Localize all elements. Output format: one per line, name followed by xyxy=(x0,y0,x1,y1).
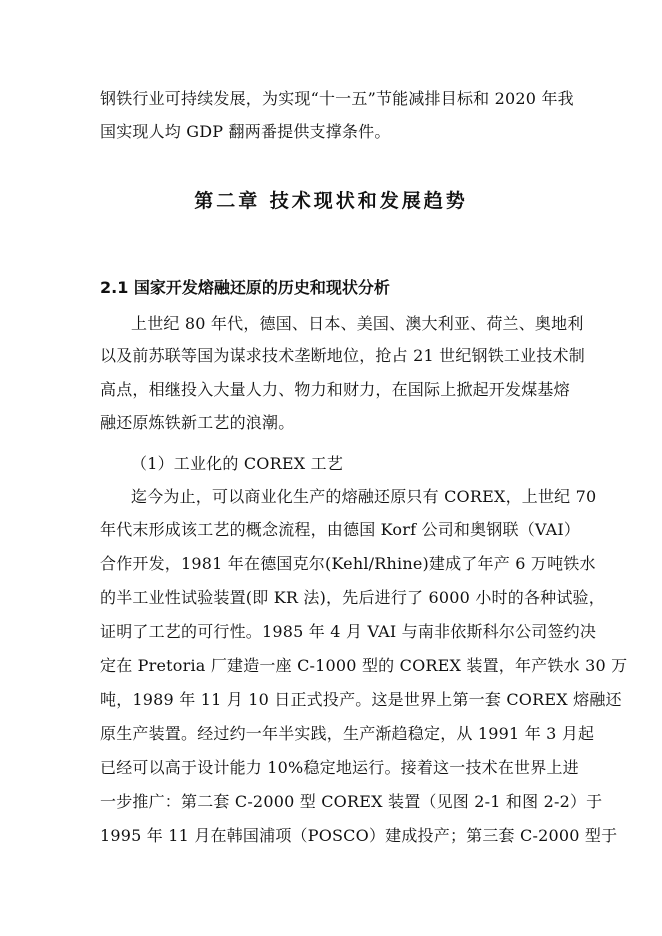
para2-line-1: 迄今为止，可以商业化生产的熔融还原只有 COREX，上世纪 70 xyxy=(131,487,597,506)
subheading: （1）工业化的 COREX 工艺 xyxy=(131,454,344,473)
para2-line-7: 吨，1989 年 11 月 10 日正式投产。这是世界上第一套 COREX 熔融还 xyxy=(100,690,622,709)
intro-line-1: 钢铁行业可持续发展，为实现“十一五”节能减排目标和 2020 年我 xyxy=(100,89,574,108)
para2-line-5: 证明了工艺的可行性。1985 年 4 月 VAI 与南非依斯科尔公司签约决 xyxy=(100,622,597,641)
para1-line-2: 以及前苏联等国为谋求技术垄断地位，抢占 21 世纪钢铁工业技术制 xyxy=(100,346,585,365)
para1-line-4: 融还原炼铁新工艺的浪潮。 xyxy=(100,413,295,432)
para2-line-10: 一步推广：第二套 C-2000 型 COREX 装置（见图 2-1 和图 2-2）于 xyxy=(100,792,603,811)
para1-line-1: 上世纪 80 年代，德国、日本、美国、澳大利亚、荷兰、奥地利 xyxy=(131,314,584,333)
chapter-title: 第二章 技术现状和发展趋势 xyxy=(194,190,468,212)
para2-line-11: 1995 年 11 月在韩国浦项（POSCO）建成投产；第三套 C-2000 型于 xyxy=(100,826,618,845)
para2-line-4: 的半工业性试验装置(即 KR 法)，先后进行了 6000 小时的各种试验， xyxy=(100,588,605,607)
para2-line-2: 年代末形成该工艺的概念流程，由德国 Korf 公司和奥钢联（VAI） xyxy=(100,520,581,539)
para2-line-3: 合作开发，1981 年在德国克尔(Kehl/Rhine)建成了年产 6 万吨铁水 xyxy=(100,554,596,573)
para2-line-9: 已经可以高于设计能力 10%稳定地运行。接着这一技术在世界上进 xyxy=(100,758,579,777)
section-number: 2.1 xyxy=(100,278,129,297)
para2-line-6: 定在 Pretoria 厂建造一座 C-1000 型的 COREX 装置，年产铁水 30 万 xyxy=(100,656,628,675)
para1-line-3: 高点，相继投入大量人力、物力和财力，在国际上掀起开发煤基熔 xyxy=(100,380,570,399)
section-heading xyxy=(100,275,390,298)
para2-line-8: 原生产装置。经过约一年半实践，生产渐趋稳定，从 1991 年 3 月起 xyxy=(100,724,595,743)
intro-line-2: 国实现人均 GDP 翻两番提供支撑条件。 xyxy=(100,122,391,141)
section-title: 国家开发熔融还原的历史和现状分析 xyxy=(133,278,390,297)
